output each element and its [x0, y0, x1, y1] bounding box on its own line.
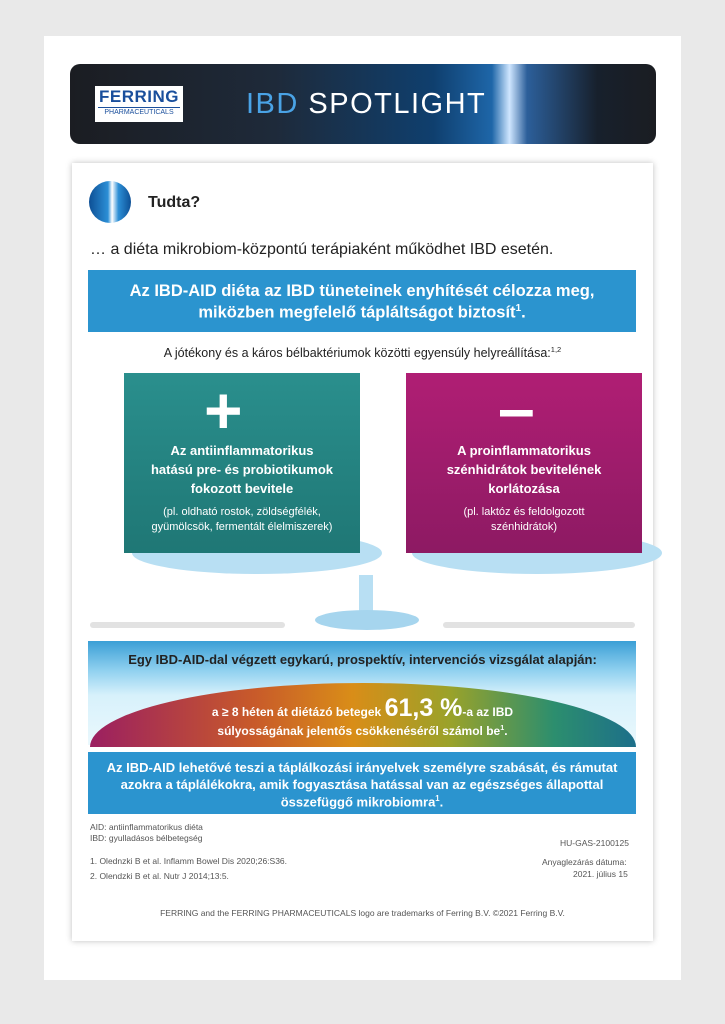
benefit-example1: (pl. oldható rostok, zöldségfélék, [163, 506, 321, 518]
conclusion-line2: azokra a táplálékokra, amik fogyasztása hatással van az egészséges állapottal [120, 777, 604, 792]
restriction-example1: (pl. laktóz és feldolgozott [463, 506, 585, 518]
restriction-line3: korlátozása [488, 481, 560, 496]
abbreviation-ibd: IBD: gyulladásos bélbetegség [90, 833, 203, 843]
highlight-line1: Az IBD-AID diéta az IBD tüneteinek enyhítését célozza meg, [129, 282, 595, 300]
document-code: HU-GAS-2100125 [560, 838, 629, 848]
closing-date-label: Anyaglezárás dátuma: [542, 857, 627, 867]
reference-2: 2. Olendzki B et al. Nutr J 2014;13:5. [90, 871, 229, 881]
benefit-example2: gyümölcsök, fermentált élelmiszerek) [151, 521, 333, 533]
study-heading: Egy IBD-AID-dal végzett egykarú, prospektív, intervenciós vizsgálat alapján: [128, 652, 597, 667]
ferring-logo [95, 86, 183, 122]
conclusion-box [88, 752, 636, 814]
benefit-line3: fokozott bevitele [190, 481, 294, 496]
highlight-line2: miközben megfelelő tápláltságot biztosít$^1$. [198, 303, 526, 322]
reference-1: 1. Olednzki B et al. Inflamm Bowel Dis 2020;26:S36. [90, 856, 288, 866]
restriction-panel [406, 373, 642, 553]
benefit-line2: hatású pre- és probiotikumok [150, 462, 334, 477]
page-title: IBD SPOTLIGHT [246, 88, 487, 120]
logo-bottom: PHARMACEUTICALS [98, 107, 180, 118]
abbreviation-aid: AID: antiinflammatorikus diéta [90, 822, 203, 832]
scale-base [315, 610, 419, 630]
divider-right [443, 622, 635, 628]
highlight-box [88, 270, 636, 332]
balance-heading: A jótékony és a káros bélbaktériumok közötti egyensúly helyreállítása:$^{1,2}$ [163, 345, 562, 361]
minus-icon: – [498, 371, 535, 445]
scale-stand [359, 575, 373, 613]
conclusion-line1: Az IBD-AID lehetővé teszi a táplálkozási irányelvek személyre szabását, és rámutat [106, 760, 618, 775]
benefit-panel [124, 373, 360, 553]
conclusion-line3: összefüggő mikrobiomra$^1$. [280, 794, 444, 810]
closing-date: 2021. július 15 [573, 869, 628, 879]
intro-subtitle: … a diéta mikrobiom-központú terápiaként működhet IBD esetén. [90, 241, 554, 258]
divider-left [90, 622, 285, 628]
study-result-line2: súlyosságának jelentős csökkenéséről számol $be^1$. [217, 723, 508, 738]
restriction-line2: szénhidrátok bevitelének [446, 462, 602, 477]
result-value: 61,3 % [384, 694, 463, 722]
restriction-example2: szénhidrátok) [490, 521, 558, 533]
logo-top: FERRING [99, 87, 179, 106]
restriction-line1: A proinflammatorikus [457, 443, 591, 458]
plus-icon: + [204, 373, 243, 447]
trademark-notice: FERRING and the FERRING PHARMACEUTICALS logo are trademarks of Ferring B.V. ©2021 Ferring B.V. [160, 908, 565, 918]
benefit-line1: Az antiinflammatorikus [170, 443, 314, 458]
spotlight-icon [88, 180, 132, 224]
intro-heading: Tudta? [148, 194, 201, 211]
study-result: a ≥ 8 héten át diétázó betegek 61,3 %-a az IBD [211, 694, 514, 722]
